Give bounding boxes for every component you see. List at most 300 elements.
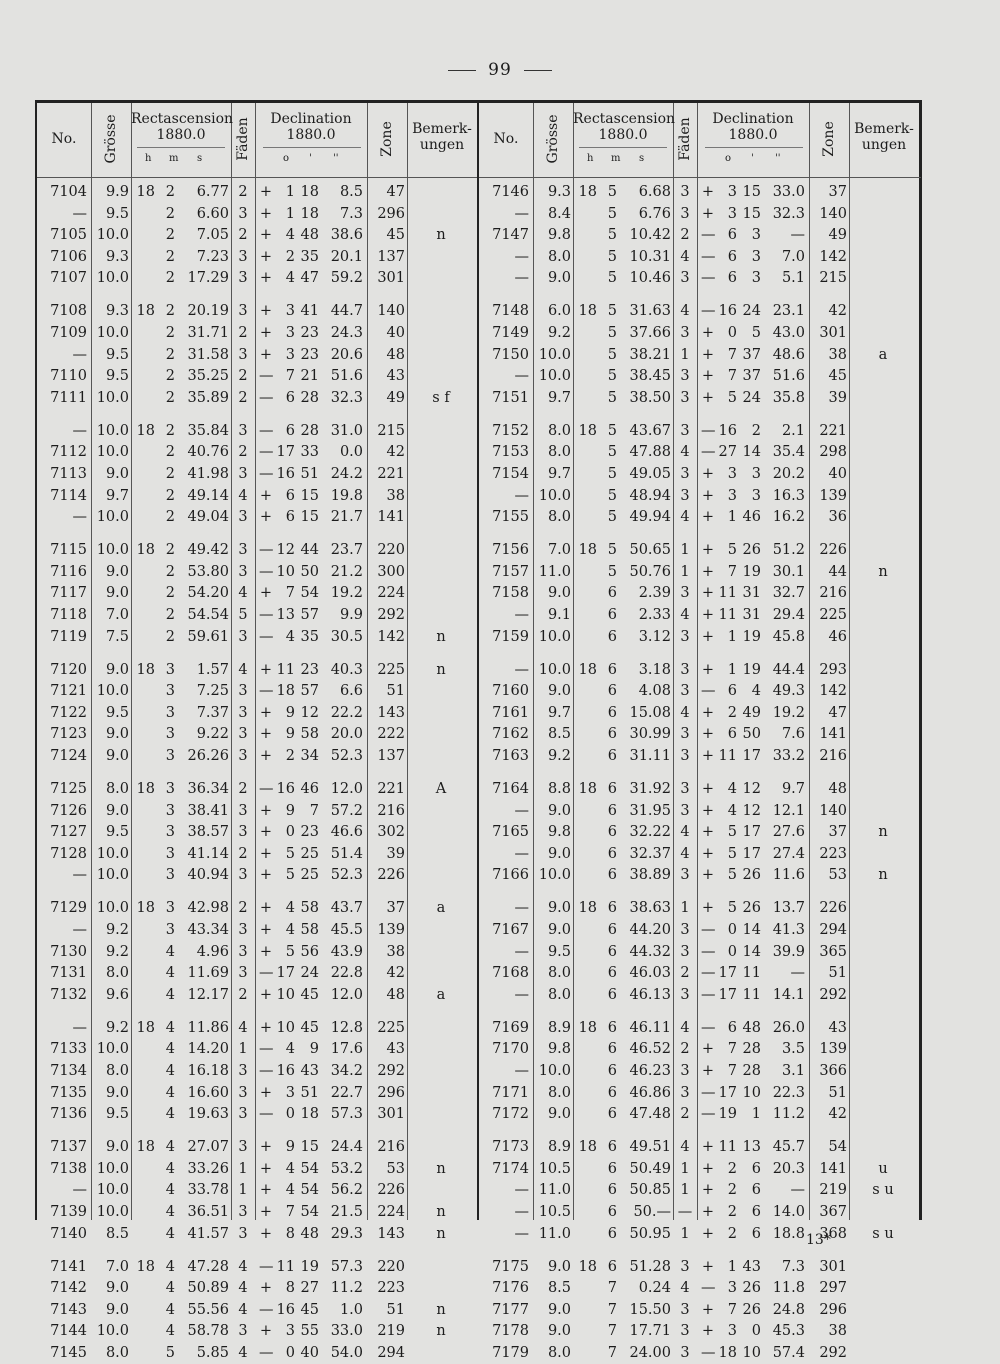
zone: 140 bbox=[819, 802, 847, 819]
zone: 43 bbox=[386, 1041, 405, 1058]
table-row bbox=[37, 300, 477, 322]
header-dec-epoch: 1880.0 bbox=[286, 127, 336, 143]
magnitude: 8.9 bbox=[547, 1139, 571, 1156]
dec-degrees: 5 bbox=[727, 900, 737, 917]
dec-degrees: 5 bbox=[727, 867, 737, 884]
dec-arcsec: 45.8 bbox=[772, 628, 805, 645]
ra-minutes: 6 bbox=[607, 1063, 617, 1079]
dec-arcsec: 14.1 bbox=[772, 986, 805, 1003]
dec-arcsec: 20.0 bbox=[330, 726, 363, 743]
threads-count: 3 bbox=[238, 248, 248, 265]
ra-hours: 18 bbox=[136, 661, 155, 678]
table-row bbox=[479, 1060, 921, 1082]
zone: 48 bbox=[386, 346, 405, 363]
ra-hours: 18 bbox=[136, 1019, 155, 1036]
dec-arcmin: 35 bbox=[300, 248, 319, 265]
table-row bbox=[37, 322, 477, 344]
threads-count: 4 bbox=[680, 1280, 690, 1297]
threads-count: 1 bbox=[680, 346, 690, 363]
dec-sign: + bbox=[259, 922, 273, 938]
dec-degrees: 11 bbox=[276, 661, 295, 678]
threads-count: 1 bbox=[680, 1225, 690, 1242]
remark: n bbox=[436, 1301, 446, 1318]
ra-seconds: 6.76 bbox=[638, 205, 671, 222]
magnitude: 10.0 bbox=[96, 1323, 129, 1340]
dec-arcmin: 23 bbox=[300, 661, 319, 678]
zone: 37 bbox=[828, 184, 847, 200]
dec-degrees: 6 bbox=[285, 487, 295, 504]
table-row bbox=[479, 1158, 921, 1180]
zone: 297 bbox=[819, 1280, 847, 1297]
zone: 137 bbox=[377, 748, 405, 764]
dec-degrees: 5 bbox=[727, 389, 737, 406]
dec-arcmin: 50 bbox=[742, 726, 761, 743]
dec-sign: — bbox=[259, 1258, 274, 1275]
table-row bbox=[37, 1082, 477, 1104]
threads-count: 3 bbox=[238, 270, 248, 287]
zone: 222 bbox=[377, 726, 405, 743]
star-number: — bbox=[72, 1182, 87, 1199]
star-number: 7121 bbox=[50, 683, 87, 700]
table-row bbox=[479, 1017, 921, 1039]
dec-arcmin: 18 bbox=[300, 205, 319, 222]
dec-arcmin: 40 bbox=[300, 1345, 319, 1361]
ra-minutes: 5 bbox=[607, 466, 617, 482]
dec-sign: — bbox=[259, 1063, 274, 1079]
remark: n bbox=[436, 1323, 446, 1340]
ra-minutes: 2 bbox=[165, 227, 175, 244]
magnitude: 8.0 bbox=[547, 1345, 571, 1361]
header-zone: Zone bbox=[379, 121, 395, 157]
magnitude: 9.0 bbox=[547, 683, 571, 700]
dec-degrees: 7 bbox=[727, 1041, 737, 1058]
dec-sign: + bbox=[701, 585, 715, 602]
ra-minutes: 6 bbox=[607, 986, 617, 1003]
dec-arcmin: 19 bbox=[742, 661, 761, 678]
dec-sign: + bbox=[701, 1182, 715, 1199]
star-number: 7171 bbox=[492, 1084, 529, 1101]
table-row bbox=[479, 300, 921, 322]
remark: A bbox=[435, 781, 447, 797]
threads-count: 3 bbox=[680, 270, 690, 287]
zone: 140 bbox=[377, 303, 405, 320]
dec-sign: + bbox=[259, 845, 273, 862]
star-number: — bbox=[514, 661, 529, 678]
dec-arcsec: 52.3 bbox=[330, 867, 363, 884]
dec-arcsec: 32.7 bbox=[772, 585, 805, 602]
magnitude: 8.4 bbox=[547, 205, 571, 222]
dec-degrees: 0 bbox=[727, 943, 737, 960]
dec-sign: + bbox=[259, 585, 273, 602]
ra-seconds: 1.57 bbox=[196, 661, 229, 678]
ra-minutes: 5 bbox=[607, 509, 617, 526]
header-dec-unit: '' bbox=[333, 153, 339, 164]
ra-seconds: 31.63 bbox=[629, 303, 671, 320]
threads-count: 3 bbox=[680, 781, 690, 797]
dec-arcsec: 35.4 bbox=[772, 444, 805, 461]
ra-hours: 18 bbox=[578, 303, 597, 320]
dec-degrees: 27 bbox=[718, 444, 737, 461]
magnitude: 9.3 bbox=[105, 248, 129, 265]
dec-arcmin: 28 bbox=[300, 422, 319, 439]
threads-count: 3 bbox=[680, 487, 690, 504]
magnitude: 9.5 bbox=[105, 1106, 129, 1123]
table-row bbox=[37, 344, 477, 366]
dec-arcmin: 41 bbox=[300, 303, 319, 320]
dec-sign: — bbox=[259, 1301, 274, 1318]
dec-arcsec: 17.6 bbox=[330, 1041, 363, 1058]
dec-degrees: 17 bbox=[718, 1084, 737, 1101]
remark: n bbox=[436, 628, 446, 645]
dec-sign: + bbox=[701, 563, 715, 580]
zone: 49 bbox=[386, 389, 405, 406]
ra-seconds: 46.52 bbox=[629, 1041, 671, 1058]
dec-arcsec: 43.9 bbox=[330, 943, 363, 960]
header-zone: Zone bbox=[821, 121, 837, 157]
header-ra-underline bbox=[137, 147, 225, 148]
ra-minutes: 2 bbox=[165, 585, 175, 602]
threads-count: 2 bbox=[238, 368, 248, 385]
dec-degrees: 10 bbox=[276, 1019, 295, 1036]
magnitude: 11.0 bbox=[538, 1182, 571, 1199]
ra-seconds: 7.37 bbox=[196, 704, 229, 721]
threads-count: 3 bbox=[680, 683, 690, 700]
ra-minutes: 3 bbox=[165, 824, 175, 841]
ra-seconds: 36.34 bbox=[187, 781, 229, 797]
ra-hours: 18 bbox=[136, 900, 155, 917]
table-row bbox=[37, 1179, 477, 1201]
ra-minutes: 2 bbox=[165, 422, 175, 439]
zone: 294 bbox=[377, 1345, 405, 1361]
star-number: 7167 bbox=[492, 922, 529, 938]
dec-sign: + bbox=[259, 900, 273, 917]
ra-seconds: 11.69 bbox=[187, 965, 229, 982]
magnitude: 8.0 bbox=[105, 1345, 129, 1361]
table-row bbox=[37, 800, 477, 822]
zone: 38 bbox=[386, 487, 405, 504]
ra-minutes: 4 bbox=[165, 943, 175, 960]
dec-sign: + bbox=[701, 845, 715, 862]
ra-minutes: 6 bbox=[607, 824, 617, 841]
dec-sign: + bbox=[701, 748, 715, 764]
ra-minutes: 3 bbox=[165, 748, 175, 764]
dec-arcsec: 24.3 bbox=[330, 325, 363, 341]
star-number: 7155 bbox=[492, 509, 529, 526]
ra-seconds: 31.71 bbox=[187, 325, 229, 341]
dec-degrees: 11 bbox=[718, 1139, 737, 1156]
magnitude: 10.5 bbox=[538, 1204, 571, 1220]
magnitude: 9.8 bbox=[547, 824, 571, 841]
star-number: — bbox=[72, 422, 87, 439]
zone: 51 bbox=[386, 1301, 405, 1318]
dec-sign: — bbox=[701, 444, 716, 461]
zone: 300 bbox=[377, 563, 405, 580]
table-row bbox=[37, 1342, 477, 1364]
threads-count: 2 bbox=[238, 845, 248, 862]
ra-minutes: 6 bbox=[607, 585, 617, 602]
dec-degrees: 6 bbox=[285, 422, 295, 439]
zone: 142 bbox=[819, 248, 847, 265]
star-number: 7153 bbox=[492, 444, 529, 461]
dec-degrees: 18 bbox=[276, 683, 295, 700]
ra-minutes: 2 bbox=[165, 466, 175, 482]
ra-minutes: 4 bbox=[165, 1041, 175, 1058]
ra-seconds: 54.54 bbox=[187, 607, 229, 623]
dec-degrees: 0 bbox=[285, 1345, 295, 1361]
dec-arcmin: 13 bbox=[742, 1139, 761, 1156]
dec-arcsec: 2.1 bbox=[781, 422, 805, 439]
dec-sign: + bbox=[259, 802, 273, 819]
catalog-left-half bbox=[37, 103, 477, 1361]
star-number: 7172 bbox=[492, 1106, 529, 1123]
dec-arcmin: 28 bbox=[742, 1041, 761, 1058]
dec-arcsec: 30.1 bbox=[772, 563, 805, 580]
threads-count: 3 bbox=[680, 1301, 690, 1318]
zone: 221 bbox=[377, 781, 405, 797]
dec-arcsec: 35.8 bbox=[772, 389, 805, 406]
table-row bbox=[479, 1223, 921, 1245]
ra-minutes: 3 bbox=[165, 781, 175, 797]
dec-degrees: 11 bbox=[718, 748, 737, 764]
magnitude: 9.7 bbox=[547, 466, 571, 482]
table-row bbox=[37, 626, 477, 648]
dec-arcmin: 43 bbox=[742, 1258, 761, 1275]
ra-seconds: 7.25 bbox=[196, 683, 229, 700]
ra-seconds: 7.23 bbox=[196, 248, 229, 265]
dec-arcsec: 16.3 bbox=[772, 487, 805, 504]
ra-seconds: 44.20 bbox=[629, 922, 671, 938]
magnitude: 9.0 bbox=[547, 585, 571, 602]
threads-count: 3 bbox=[238, 1106, 248, 1123]
magnitude: 9.0 bbox=[105, 748, 129, 764]
ra-hours: 18 bbox=[578, 422, 597, 439]
dec-arcsec: 57.3 bbox=[330, 1106, 363, 1123]
dec-sign: + bbox=[701, 704, 715, 721]
dec-sign: — bbox=[701, 248, 716, 265]
star-number: 7105 bbox=[50, 227, 87, 244]
magnitude: 9.0 bbox=[105, 585, 129, 602]
dec-arcsec: 9.9 bbox=[339, 607, 363, 623]
dec-sign: + bbox=[701, 867, 715, 884]
magnitude: 9.0 bbox=[547, 802, 571, 819]
table-row bbox=[479, 246, 921, 268]
ra-minutes: 6 bbox=[607, 867, 617, 884]
dec-arcmin: 3 bbox=[751, 248, 761, 265]
dec-sign: + bbox=[701, 466, 715, 482]
ra-minutes: 5 bbox=[607, 563, 617, 580]
ra-minutes: 4 bbox=[165, 1139, 175, 1156]
magnitude: 8.5 bbox=[547, 726, 571, 743]
dec-sign: — bbox=[259, 965, 274, 982]
dec-arcsec: 9.7 bbox=[781, 781, 805, 797]
magnitude: 8.0 bbox=[547, 986, 571, 1003]
dec-sign: — bbox=[259, 1106, 274, 1123]
magnitude: 9.0 bbox=[105, 563, 129, 580]
ra-minutes: 4 bbox=[165, 965, 175, 982]
dec-arcmin: 14 bbox=[742, 943, 761, 960]
star-number: 7109 bbox=[50, 325, 87, 341]
magnitude: 8.8 bbox=[547, 781, 571, 797]
magnitude: 10.0 bbox=[538, 1063, 571, 1079]
threads-count: 4 bbox=[238, 661, 248, 678]
dec-arcmin: 15 bbox=[300, 1139, 319, 1156]
magnitude: 10.0 bbox=[96, 1204, 129, 1220]
threads-count: 3 bbox=[238, 867, 248, 884]
ra-minutes: 6 bbox=[607, 607, 617, 623]
dec-arcsec: 12.0 bbox=[330, 781, 363, 797]
threads-count: 3 bbox=[238, 726, 248, 743]
ra-minutes: 6 bbox=[607, 1182, 617, 1199]
ra-minutes: 6 bbox=[607, 1204, 617, 1220]
threads-count: 3 bbox=[238, 563, 248, 580]
dec-degrees: 9 bbox=[285, 1139, 295, 1156]
star-number: 7161 bbox=[492, 704, 529, 721]
ra-minutes: 2 bbox=[165, 346, 175, 363]
ra-minutes: 5 bbox=[165, 1345, 175, 1361]
dec-arcsec: 29.4 bbox=[772, 607, 805, 623]
ra-minutes: 5 bbox=[607, 389, 617, 406]
magnitude: 7.0 bbox=[547, 542, 571, 559]
dec-arcsec: 44.4 bbox=[772, 661, 805, 678]
ra-minutes: 5 bbox=[607, 542, 617, 559]
ra-minutes: 3 bbox=[165, 845, 175, 862]
dec-arcmin: 48 bbox=[742, 1019, 761, 1036]
dec-arcmin: 57 bbox=[300, 683, 319, 700]
dec-degrees: 17 bbox=[718, 965, 737, 982]
star-number: 7178 bbox=[492, 1323, 529, 1340]
dec-sign: — bbox=[259, 466, 274, 482]
threads-count: 3 bbox=[238, 205, 248, 222]
magnitude: 9.7 bbox=[547, 704, 571, 721]
dec-sign: — bbox=[701, 1019, 716, 1036]
dec-sign: + bbox=[701, 542, 715, 559]
star-number: — bbox=[514, 943, 529, 960]
dec-arcsec: 12.1 bbox=[772, 802, 805, 819]
dec-degrees: 5 bbox=[727, 542, 737, 559]
ra-minutes: 4 bbox=[165, 1225, 175, 1242]
zone: 38 bbox=[828, 1323, 847, 1340]
magnitude: 9.5 bbox=[105, 346, 129, 363]
dec-sign: — bbox=[259, 628, 274, 645]
threads-count: 3 bbox=[238, 303, 248, 320]
dec-sign: + bbox=[701, 1041, 715, 1058]
ra-seconds: 38.63 bbox=[629, 900, 671, 917]
dec-arcmin: 3 bbox=[751, 466, 761, 482]
star-number: 7165 bbox=[492, 824, 529, 841]
star-number: 7129 bbox=[50, 900, 87, 917]
dec-arcsec: 12.8 bbox=[330, 1019, 363, 1036]
dec-arcmin: 27 bbox=[300, 1280, 319, 1297]
table-row bbox=[37, 962, 477, 984]
dec-degrees: 3 bbox=[285, 303, 295, 320]
zone: 48 bbox=[828, 781, 847, 797]
table-row bbox=[37, 1038, 477, 1060]
star-number: 7111 bbox=[50, 389, 87, 406]
dec-arcsec: 57.4 bbox=[772, 1345, 805, 1361]
magnitude: 10.0 bbox=[96, 1182, 129, 1199]
threads-count: 3 bbox=[680, 466, 690, 482]
ra-minutes: 5 bbox=[607, 325, 617, 341]
threads-count: 4 bbox=[238, 1258, 248, 1275]
star-number: 7125 bbox=[50, 781, 87, 797]
threads-count: 2 bbox=[680, 227, 690, 244]
star-number: 7163 bbox=[492, 748, 529, 764]
ra-seconds: 6.60 bbox=[196, 205, 229, 222]
zone: 42 bbox=[386, 965, 405, 982]
ra-hours: 18 bbox=[136, 422, 155, 439]
ra-seconds: 10.42 bbox=[629, 227, 671, 244]
ra-hours: 18 bbox=[578, 900, 597, 917]
dec-degrees: 5 bbox=[285, 845, 295, 862]
dec-arcsec: 43.0 bbox=[772, 325, 805, 341]
zone: 226 bbox=[819, 900, 847, 917]
dec-degrees: 10 bbox=[276, 563, 295, 580]
dec-sign: — bbox=[259, 781, 274, 797]
zone: 142 bbox=[819, 683, 847, 700]
ra-minutes: 6 bbox=[607, 1106, 617, 1123]
zone: 296 bbox=[377, 1084, 405, 1101]
ra-minutes: 5 bbox=[607, 227, 617, 244]
threads-count: 3 bbox=[238, 628, 248, 645]
dec-arcsec: 19.8 bbox=[330, 487, 363, 504]
zone: 137 bbox=[377, 248, 405, 265]
threads-count: 3 bbox=[680, 422, 690, 439]
ra-seconds: 38.45 bbox=[629, 368, 671, 385]
dec-arcmin: 21 bbox=[300, 368, 319, 385]
magnitude: 9.3 bbox=[547, 184, 571, 200]
dec-arcmin: 44 bbox=[300, 542, 319, 559]
dec-degrees: 4 bbox=[285, 1182, 295, 1199]
table-row bbox=[479, 941, 921, 963]
ra-seconds: 0.24 bbox=[638, 1280, 671, 1297]
threads-count: 3 bbox=[680, 585, 690, 602]
zone: 141 bbox=[819, 1160, 847, 1177]
dec-degrees: 16 bbox=[276, 781, 295, 797]
dec-degrees: 6 bbox=[727, 227, 737, 244]
dec-arcsec: 12.0 bbox=[330, 986, 363, 1003]
table-row bbox=[479, 224, 921, 246]
dec-degrees: 3 bbox=[727, 487, 737, 504]
dec-arcmin: 45 bbox=[300, 986, 319, 1003]
ra-minutes: 6 bbox=[607, 683, 617, 700]
table-row bbox=[479, 821, 921, 843]
zone: 51 bbox=[386, 683, 405, 700]
header-dec-epoch: 1880.0 bbox=[728, 127, 778, 143]
dec-degrees: 2 bbox=[727, 1225, 737, 1242]
dec-sign: + bbox=[701, 325, 715, 341]
magnitude: 8.0 bbox=[547, 965, 571, 982]
table-row bbox=[479, 864, 921, 886]
dec-arcmin: 4 bbox=[751, 683, 761, 700]
dec-arcmin: 51 bbox=[300, 1084, 319, 1101]
threads-count: — bbox=[677, 1204, 693, 1220]
magnitude: 8.0 bbox=[105, 965, 129, 982]
dec-sign: + bbox=[701, 1160, 715, 1177]
table-row bbox=[37, 463, 477, 485]
zone: 36 bbox=[828, 509, 847, 526]
dec-arcsec: 33.2 bbox=[772, 748, 805, 764]
dec-sign: — bbox=[259, 444, 274, 461]
table-row bbox=[37, 506, 477, 528]
magnitude: 9.5 bbox=[547, 943, 571, 960]
dec-arcmin: 34 bbox=[300, 748, 319, 764]
dec-sign: + bbox=[259, 748, 273, 764]
dec-arcsec: 44.7 bbox=[330, 303, 363, 320]
ra-minutes: 6 bbox=[607, 845, 617, 862]
dec-degrees: 1 bbox=[285, 184, 295, 200]
magnitude: 9.9 bbox=[105, 184, 129, 200]
magnitude: 8.0 bbox=[547, 422, 571, 439]
